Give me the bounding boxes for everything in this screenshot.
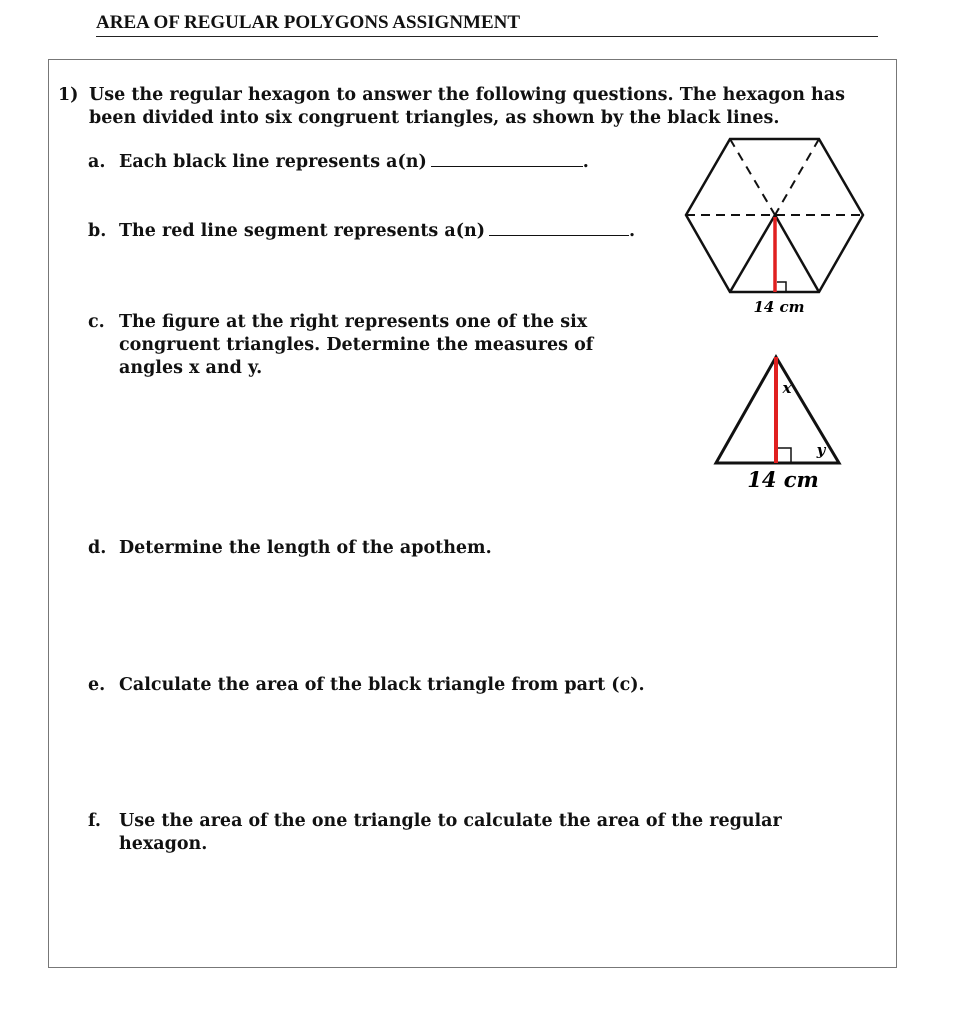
- part-c-text: The figure at the right represents one of the six congruent triangles. Determine the measures of angles x and y.: [119, 312, 594, 378]
- part-f-text: Use the area of the one triangle to calculate the area of the regular hexagon.: [119, 811, 782, 854]
- part-d-text: Determine the length of the apothem.: [119, 538, 492, 558]
- triangle-side-label: 14 cm: [747, 467, 819, 492]
- part-a-label: a.: [88, 152, 106, 172]
- angle-y-label: y: [816, 441, 826, 459]
- part-a-text: Each black line represents a(n): [119, 152, 427, 172]
- question-number: 1): [58, 85, 79, 105]
- hexagon-radius-lower-right: [775, 215, 819, 292]
- part-e-label: e.: [88, 675, 106, 695]
- hexagon-side-label: 14 cm: [753, 298, 805, 316]
- part-b-text: The red line segment represents a(n): [119, 221, 485, 241]
- part-b-label: b.: [88, 221, 107, 241]
- angle-x-label: x: [782, 379, 792, 397]
- part-c-label: c.: [88, 312, 105, 332]
- part-a-period: .: [582, 152, 589, 172]
- part-e-text: Calculate the area of the black triangle from part (c).: [119, 675, 645, 695]
- hexagon-dashed-diagonal-left: [730, 139, 775, 215]
- triangle-right-angle-mark: [778, 448, 791, 463]
- hexagon-right-angle-mark: [777, 282, 786, 292]
- part-b-period: .: [628, 221, 636, 241]
- part-d-label: d.: [88, 538, 107, 558]
- hexagon-radius-lower-left: [730, 215, 775, 292]
- hexagon-dashed-diagonal-right: [775, 139, 819, 215]
- question-text: Use the regular hexagon to answer the following questions. The hexagon has been divided into six congruent triangles, as shown by the black lines.: [89, 85, 845, 128]
- part-f-label: f.: [88, 811, 101, 831]
- page-title: AREA OF REGULAR POLYGONS ASSIGNMENT: [96, 12, 878, 37]
